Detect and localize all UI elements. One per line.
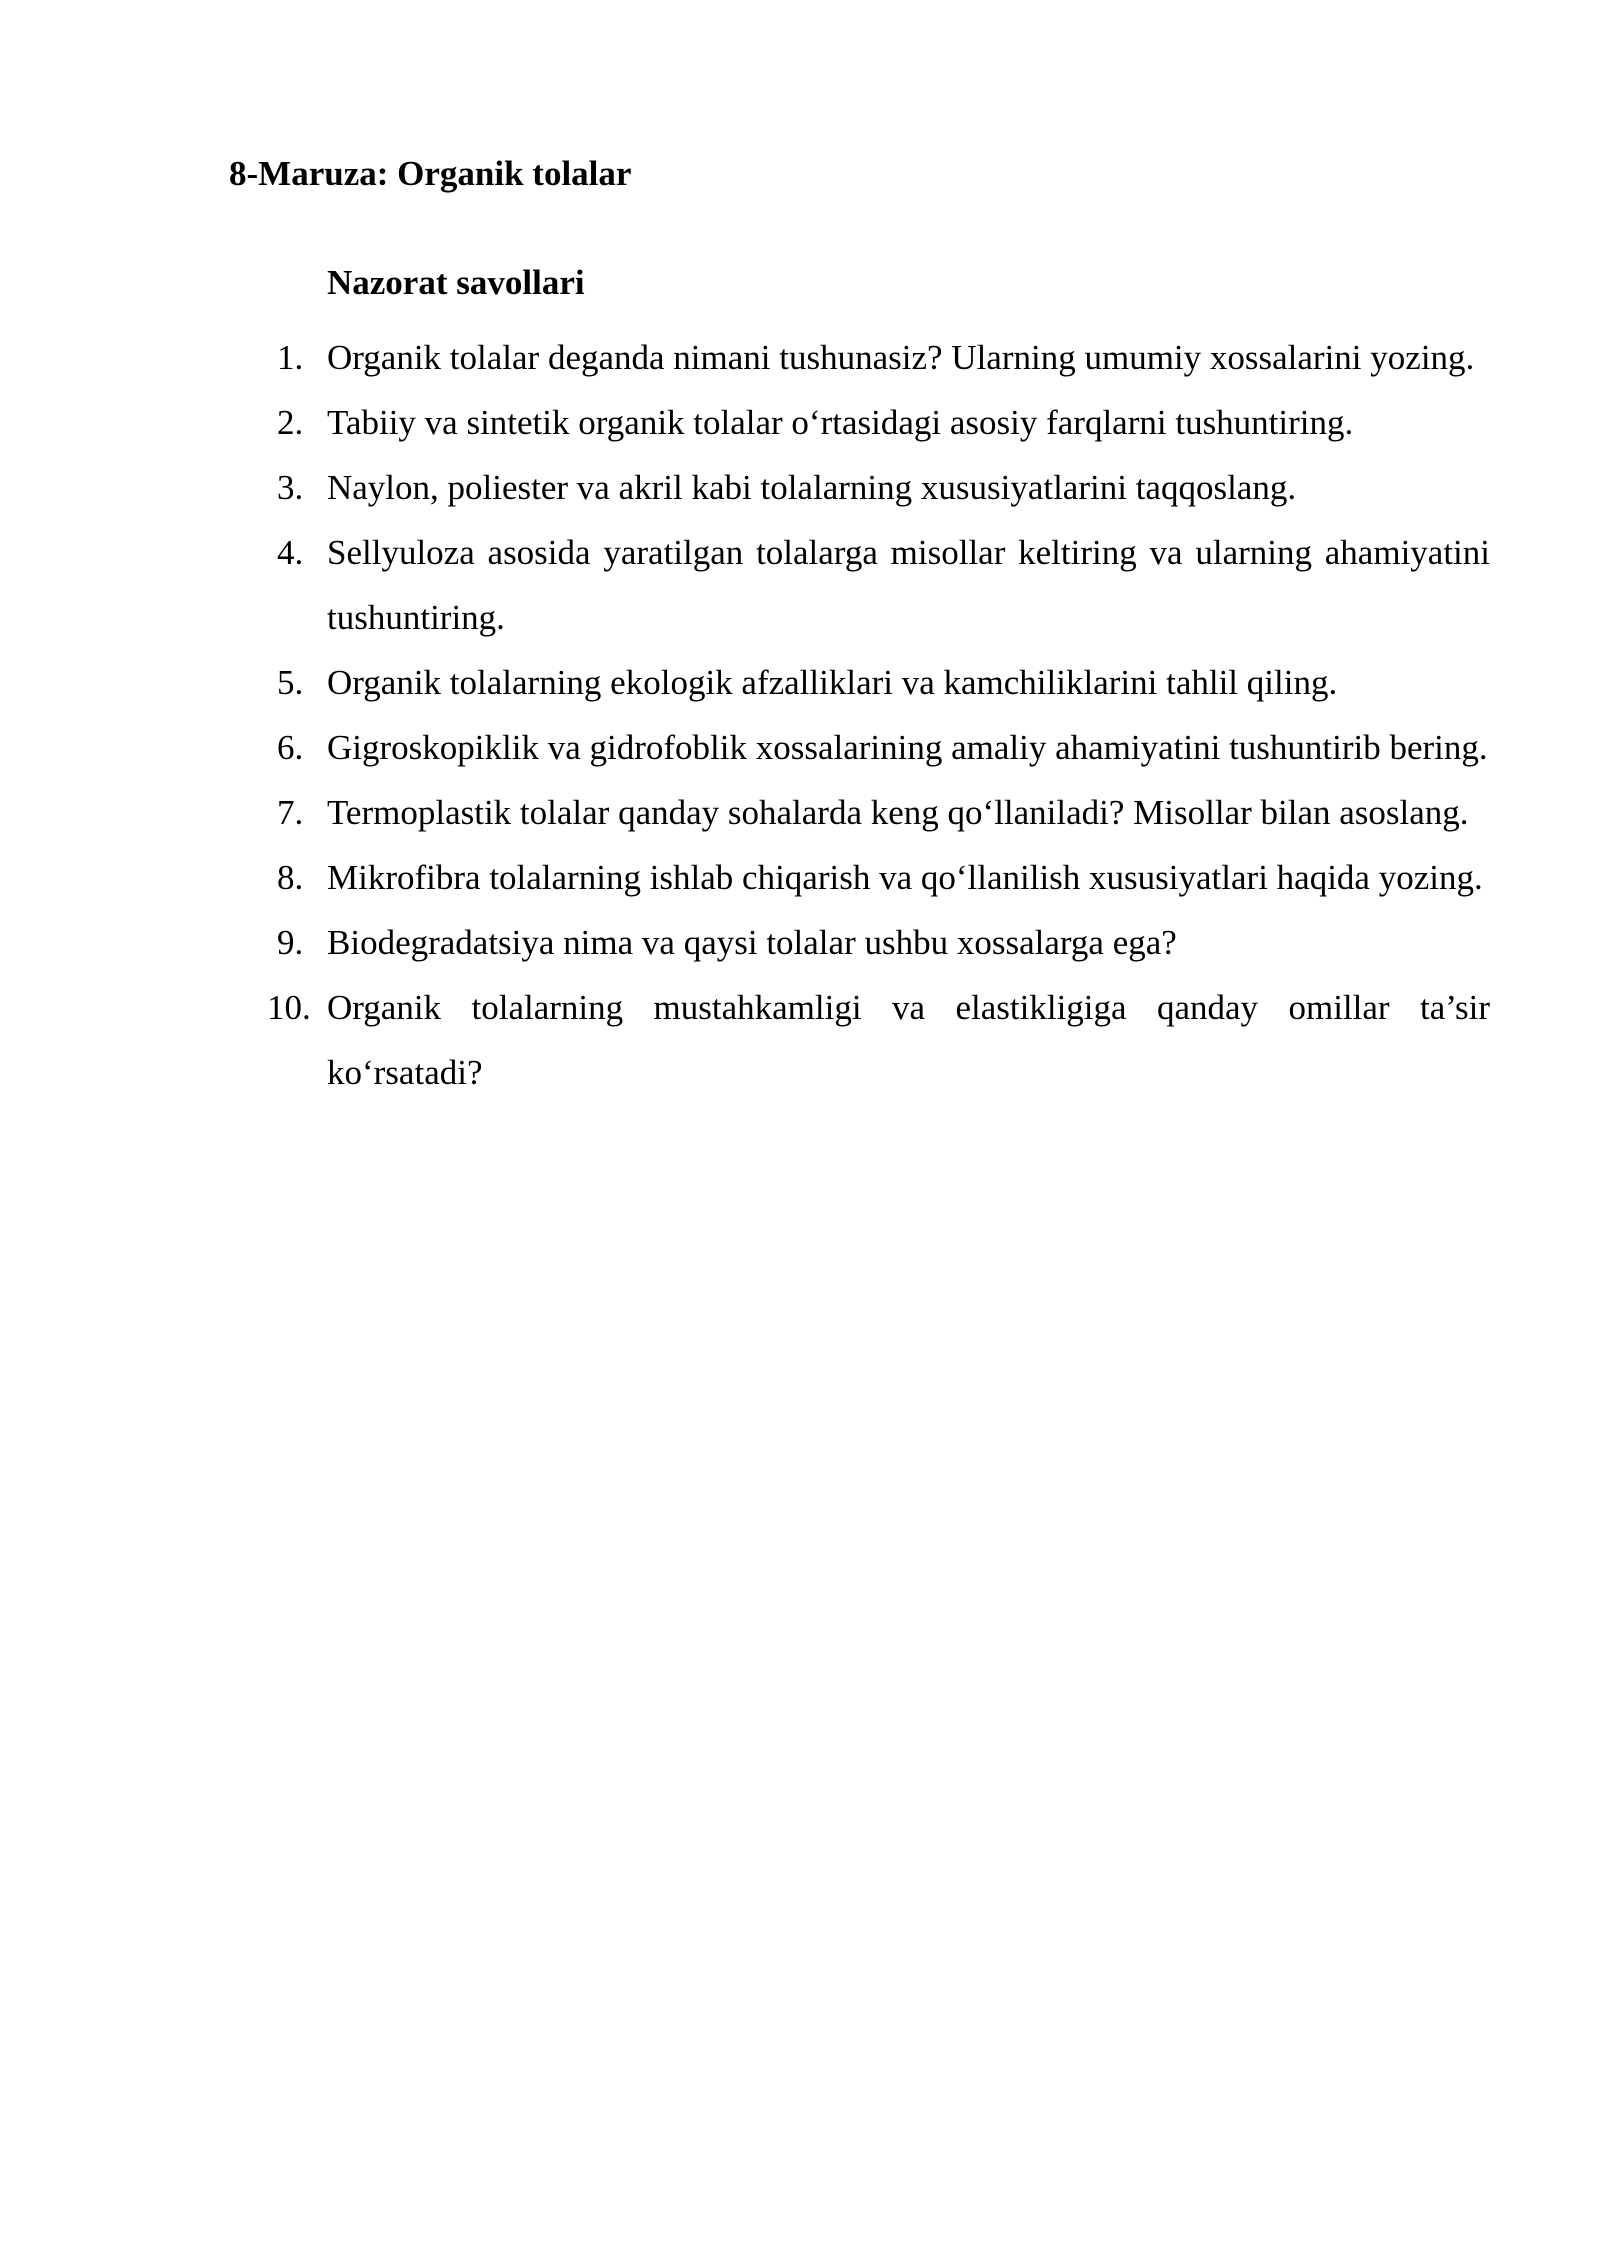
question-item bbox=[272, 390, 1490, 455]
question-item bbox=[267, 975, 1490, 1105]
lecture-title: 8-Maruza: Organik tolalar bbox=[229, 154, 632, 193]
question-list bbox=[267, 325, 1490, 1105]
question-number: 8. bbox=[277, 858, 304, 897]
question-item bbox=[272, 520, 1490, 650]
question-number: 10. bbox=[267, 988, 311, 1027]
question-number: 2. bbox=[277, 403, 304, 442]
question-text: Sellyuloza asosida yaratilgan tolalarga misollar keltiring va ularning ahamiyatini tushuntiring. bbox=[327, 533, 1490, 637]
question-item bbox=[272, 455, 1490, 520]
question-text: Biodegradatsiya nima va qaysi tolalar ushbu xossalarga ega? bbox=[327, 923, 1177, 962]
question-text: Gigroskopiklik va gidrofoblik xossalarining amaliy ahamiyatini tushuntirib bering. bbox=[327, 728, 1488, 767]
question-number: 4. bbox=[277, 533, 304, 572]
question-item bbox=[272, 780, 1490, 845]
question-text: Mikrofibra tolalarning ishlab chiqarish va qo‘llanilish xususiyatlari haqida yozing. bbox=[327, 858, 1483, 897]
section-heading: Nazorat savollari bbox=[327, 263, 585, 302]
question-text: Termoplastik tolalar qanday sohalarda keng qo‘llaniladi? Misollar bilan asoslang. bbox=[327, 793, 1469, 832]
question-number: 3. bbox=[277, 468, 304, 507]
question-item bbox=[272, 650, 1490, 715]
question-number: 9. bbox=[277, 923, 304, 962]
question-item bbox=[272, 715, 1490, 780]
question-item bbox=[272, 845, 1490, 910]
question-text: Organik tolalarning ekologik afzalliklari va kamchiliklarini tahlil qiling. bbox=[327, 663, 1338, 702]
question-number: 5. bbox=[277, 663, 304, 702]
question-item bbox=[272, 325, 1490, 390]
question-text: Tabiiy va sintetik organik tolalar o‘rtasidagi asosiy farqlarni tushuntiring. bbox=[327, 403, 1354, 442]
question-number: 6. bbox=[277, 728, 304, 767]
question-text: Organik tolalarning mustahkamligi va elastikligiga qanday omillar ta’sir ko‘rsatadi? bbox=[327, 988, 1490, 1092]
question-number: 7. bbox=[277, 793, 304, 832]
question-text: Organik tolalar deganda nimani tushunasiz? Ularning umumiy xossalarini yozing. bbox=[327, 338, 1475, 377]
question-number: 1. bbox=[277, 338, 304, 377]
question-item bbox=[272, 910, 1490, 975]
question-text: Naylon, poliester va akril kabi tolalarning xususiyatlarini taqqoslang. bbox=[327, 468, 1297, 507]
